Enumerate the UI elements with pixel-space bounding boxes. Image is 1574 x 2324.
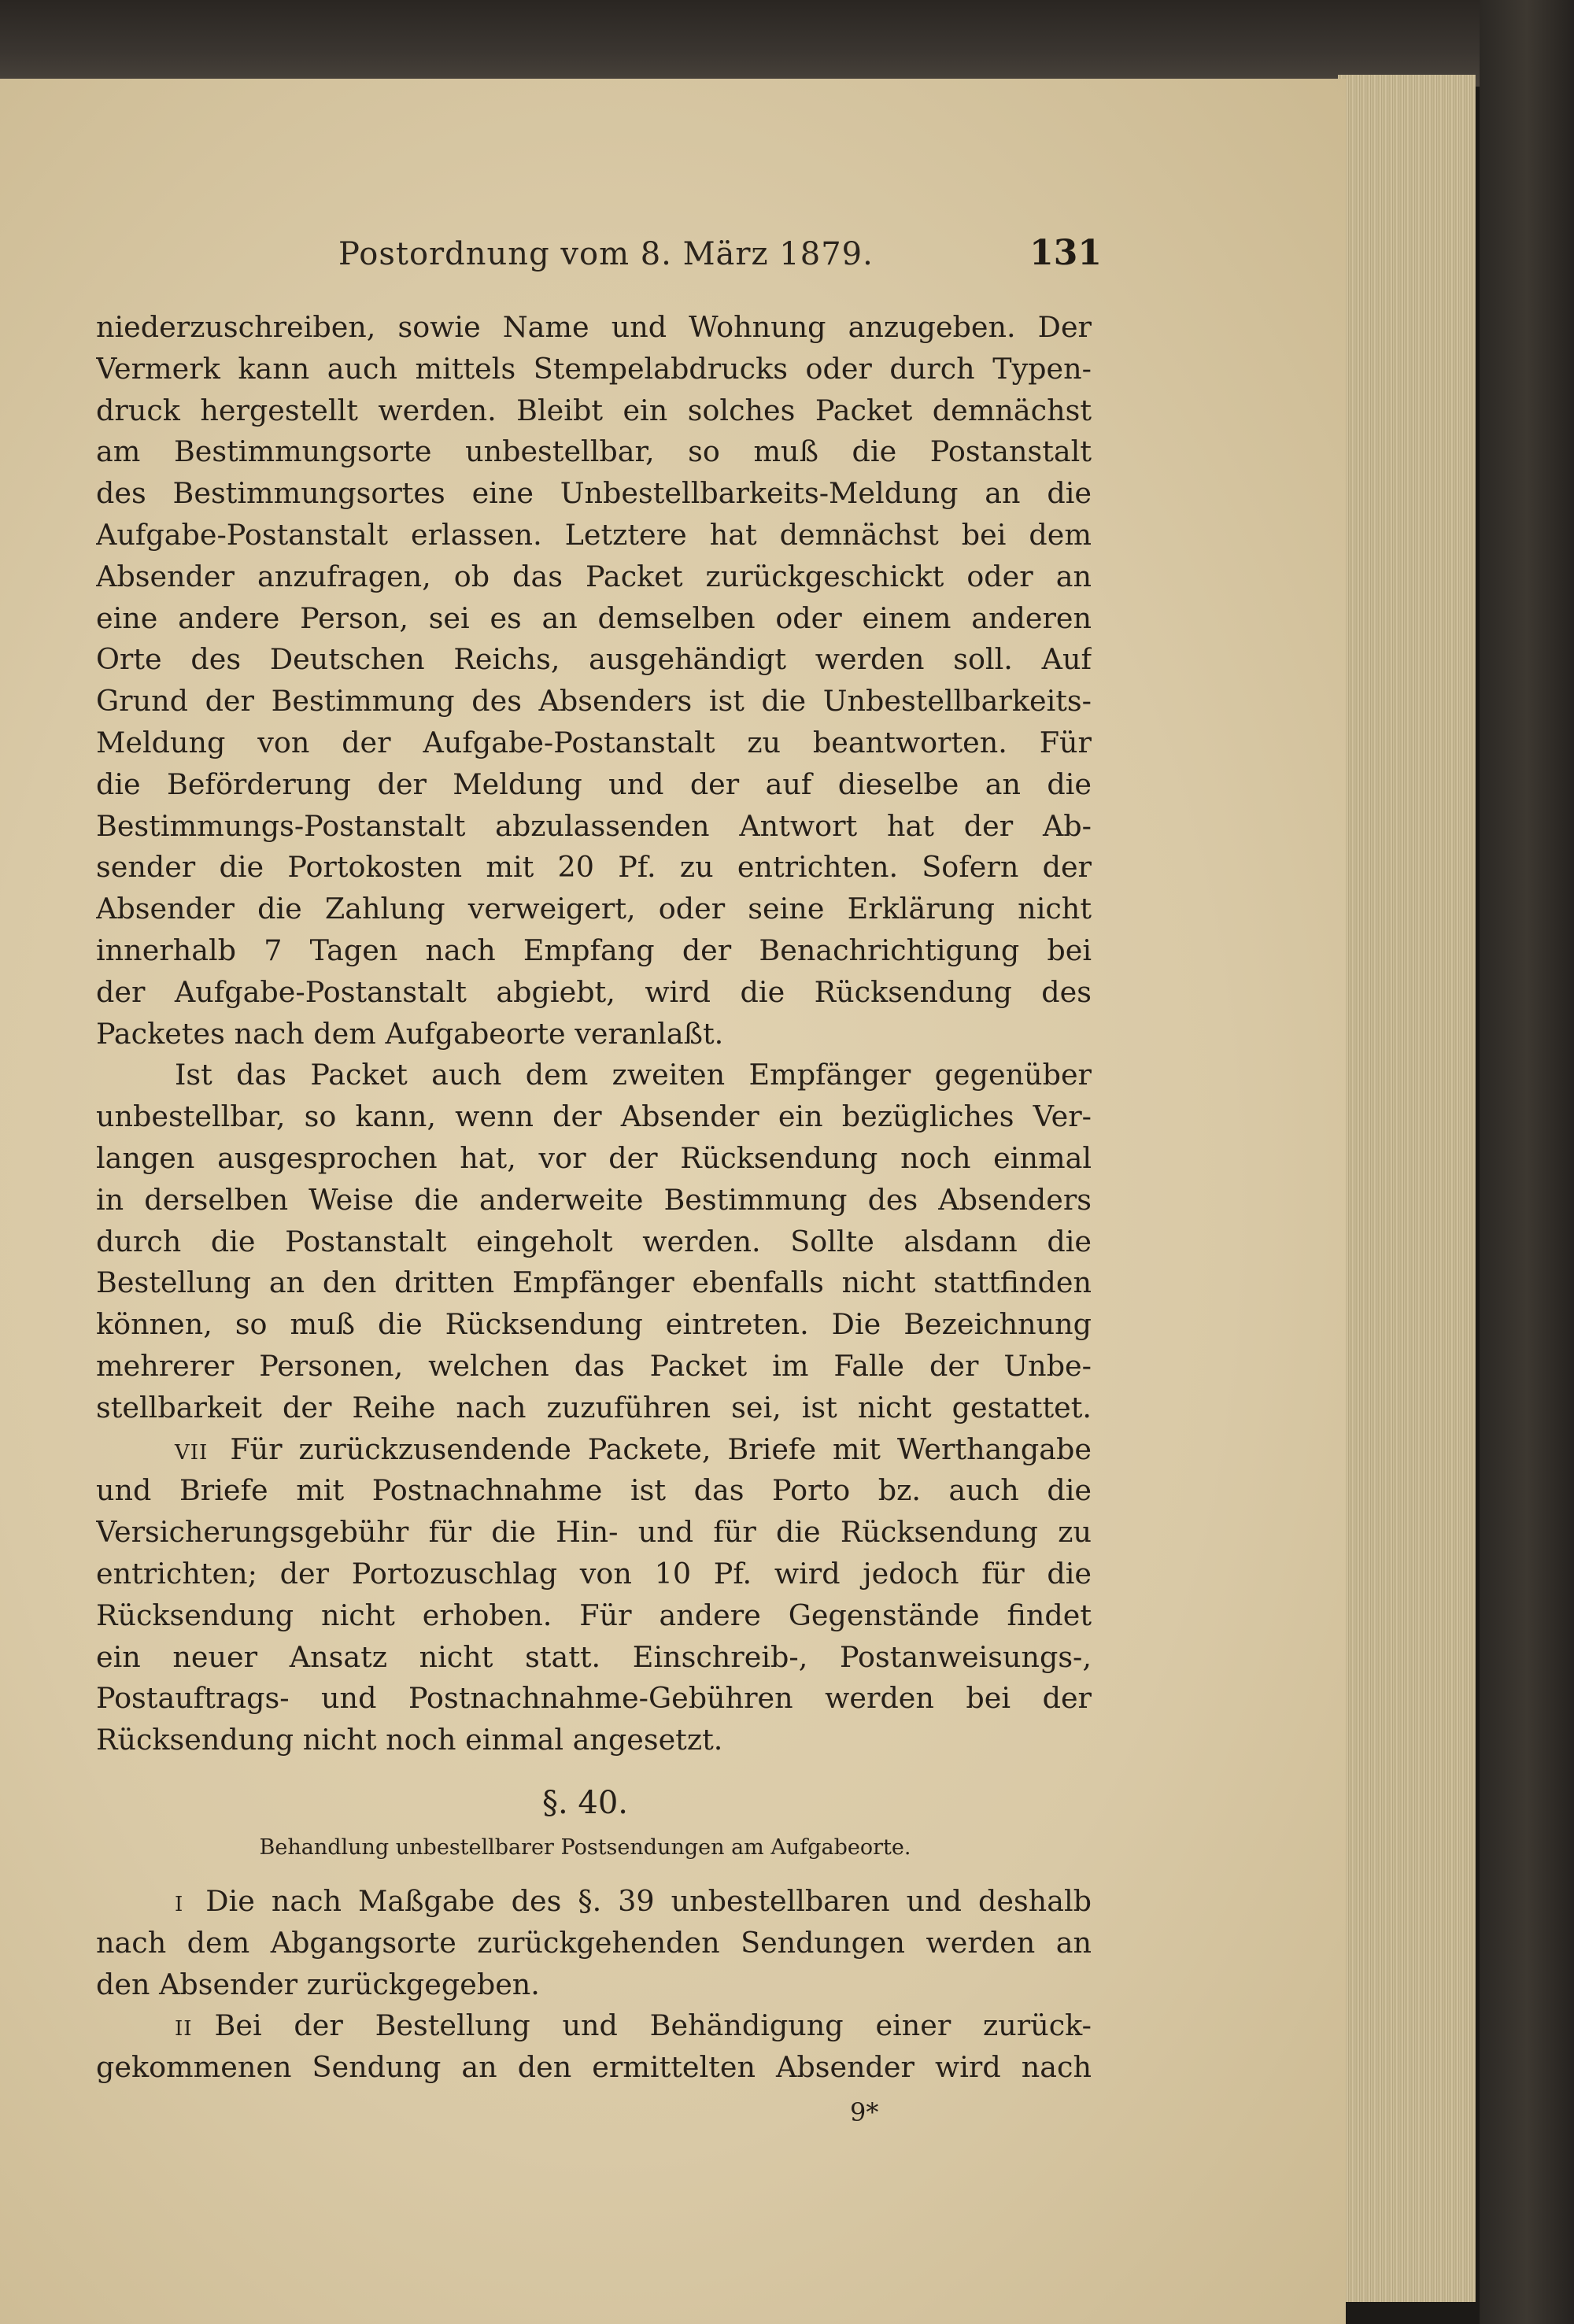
text-line: sender die Portokosten mit 20 Pf. zu entrichten. Sofern der bbox=[96, 850, 1092, 885]
text-line: Rücksendung nicht noch einmal angesetzt. bbox=[96, 1723, 723, 1757]
text-line: durch die Postanstalt eingeholt werden. Sollte alsdann die bbox=[96, 1224, 1092, 1258]
text-line: Die nach Maßgabe des §. 39 unbestellbaren und deshalb bbox=[205, 1884, 1092, 1918]
running-header: Postordnung vom 8. März 1879. bbox=[338, 236, 874, 272]
book-cover-right bbox=[1480, 0, 1574, 2324]
text-line: Ist das Packet auch dem zweiten Empfänger gegenüber bbox=[175, 1058, 1092, 1092]
page-text bbox=[96, 307, 1092, 1761]
paragraph-marker: I bbox=[175, 1893, 184, 1916]
text-line: Absender die Zahlung verweigert, oder seine Erklärung nicht bbox=[96, 892, 1092, 926]
text-line: Bestimmungs-Postanstalt abzulassenden Antwort hat der Ab- bbox=[96, 808, 1092, 843]
text-line: nach dem Abgangsorte zurückgehenden Sendungen werden an bbox=[96, 1925, 1092, 1960]
text-line: der Aufgabe-Postanstalt abgiebt, wird die Rücksendung des bbox=[96, 974, 1092, 1009]
text-line: langen ausgesprochen hat, vor der Rücksendung noch einmal bbox=[96, 1140, 1092, 1175]
text-line: Grund der Bestimmung des Absenders ist die Unbestellbarkeits- bbox=[96, 684, 1092, 719]
paragraph-vii-first-line bbox=[96, 1429, 1092, 1471]
text-line: Meldung von der Aufgabe-Postanstalt zu beantworten. Für bbox=[96, 725, 1092, 759]
text-line: Postauftrags- und Postnachnahme-Gebühren werden bei der bbox=[96, 1681, 1092, 1716]
text-line: Rücksendung nicht erhoben. Für andere Gegenstände findet bbox=[96, 1598, 1092, 1632]
text-line: Versicherungsgebühr für die Hin- und für die Rücksendung zu bbox=[96, 1515, 1092, 1550]
paragraph-i-first-line bbox=[96, 1881, 1092, 1923]
text-line: niederzuschreiben, sowie Name und Wohnung anzugeben. Der bbox=[96, 310, 1092, 344]
text-line: eine andere Person, sei es an demselben oder einem anderen bbox=[96, 600, 1092, 635]
section-text bbox=[96, 1881, 1092, 2089]
text-line: Bei der Bestellung und Behändigung einer zurück- bbox=[214, 2008, 1092, 2043]
text-line: Aufgabe-Postanstalt erlassen. Letztere hat demnächst bei dem bbox=[96, 517, 1092, 552]
text-line: Packetes nach dem Aufgabeorte veranlaßt. bbox=[96, 1016, 724, 1051]
text-line: Bestellung an den dritten Empfänger ebenfalls nicht stattfinden bbox=[96, 1265, 1092, 1300]
text-line: und Briefe mit Postnachnahme ist das Porto bz. auch die bbox=[96, 1473, 1092, 1508]
text-line: Vermerk kann auch mittels Stempelabdrucks oder durch Typen- bbox=[96, 351, 1092, 386]
text-line: Für zurückzusendende Packete, Briefe mit Werthangabe bbox=[230, 1432, 1092, 1466]
text-line: ein neuer Ansatz nicht statt. Einschreib-, Postanweisungs-, bbox=[96, 1639, 1092, 1674]
text-line: können, so muß die Rücksendung eintreten. Die Bezeichnung bbox=[96, 1307, 1092, 1342]
text-line: unbestellbar, so kann, wenn der Absender ein bezügliches Ver- bbox=[96, 1099, 1092, 1134]
page-edges bbox=[1338, 75, 1476, 2302]
page-number: 131 bbox=[1029, 233, 1102, 273]
text-line: entrichten; der Portozuschlag von 10 Pf. wird jedoch für die bbox=[96, 1556, 1092, 1591]
text-line: stellbarkeit der Reihe nach zuzuführen sei, ist nicht gestattet. bbox=[96, 1390, 1092, 1424]
paragraph-marker: II bbox=[175, 2017, 193, 2041]
text-line: mehrerer Personen, welchen das Packet im Falle der Unbe- bbox=[96, 1348, 1092, 1383]
section-title: Behandlung unbestellbarer Postsendungen am Aufgabeorte. bbox=[259, 1835, 911, 1860]
section-number: §. 40. bbox=[541, 1785, 629, 1821]
paragraph-marker: VII bbox=[175, 1440, 209, 1465]
paragraph-ii-first-line bbox=[96, 2005, 1092, 2047]
text-line: Absender anzufragen, ob das Packet zurückgeschickt oder an bbox=[96, 559, 1092, 593]
text-line: gekommenen Sendung an den ermittelten Absender wird nach bbox=[96, 2050, 1092, 2085]
text-line: am Bestimmungsorte unbestellbar, so muß die Postanstalt bbox=[96, 434, 1092, 469]
signature-mark: 9* bbox=[850, 2097, 879, 2127]
text-line: den Absender zurückgegeben. bbox=[96, 1967, 540, 2001]
book-cover-top bbox=[0, 0, 1574, 87]
text-line: Orte des Deutschen Reichs, ausgehändigt werden soll. Auf bbox=[96, 642, 1092, 677]
text-line: druck hergestellt werden. Bleibt ein solches Packet demnächst bbox=[96, 393, 1092, 427]
text-line: des Bestimmungsortes eine Unbestellbarkeits-Meldung an die bbox=[96, 476, 1092, 511]
text-line: in derselben Weise die anderweite Bestimmung des Absenders bbox=[96, 1182, 1092, 1217]
text-line: innerhalb 7 Tagen nach Empfang der Benachrichtigung bei bbox=[96, 933, 1092, 967]
text-line: die Beförderung der Meldung und der auf dieselbe an die bbox=[96, 767, 1092, 801]
